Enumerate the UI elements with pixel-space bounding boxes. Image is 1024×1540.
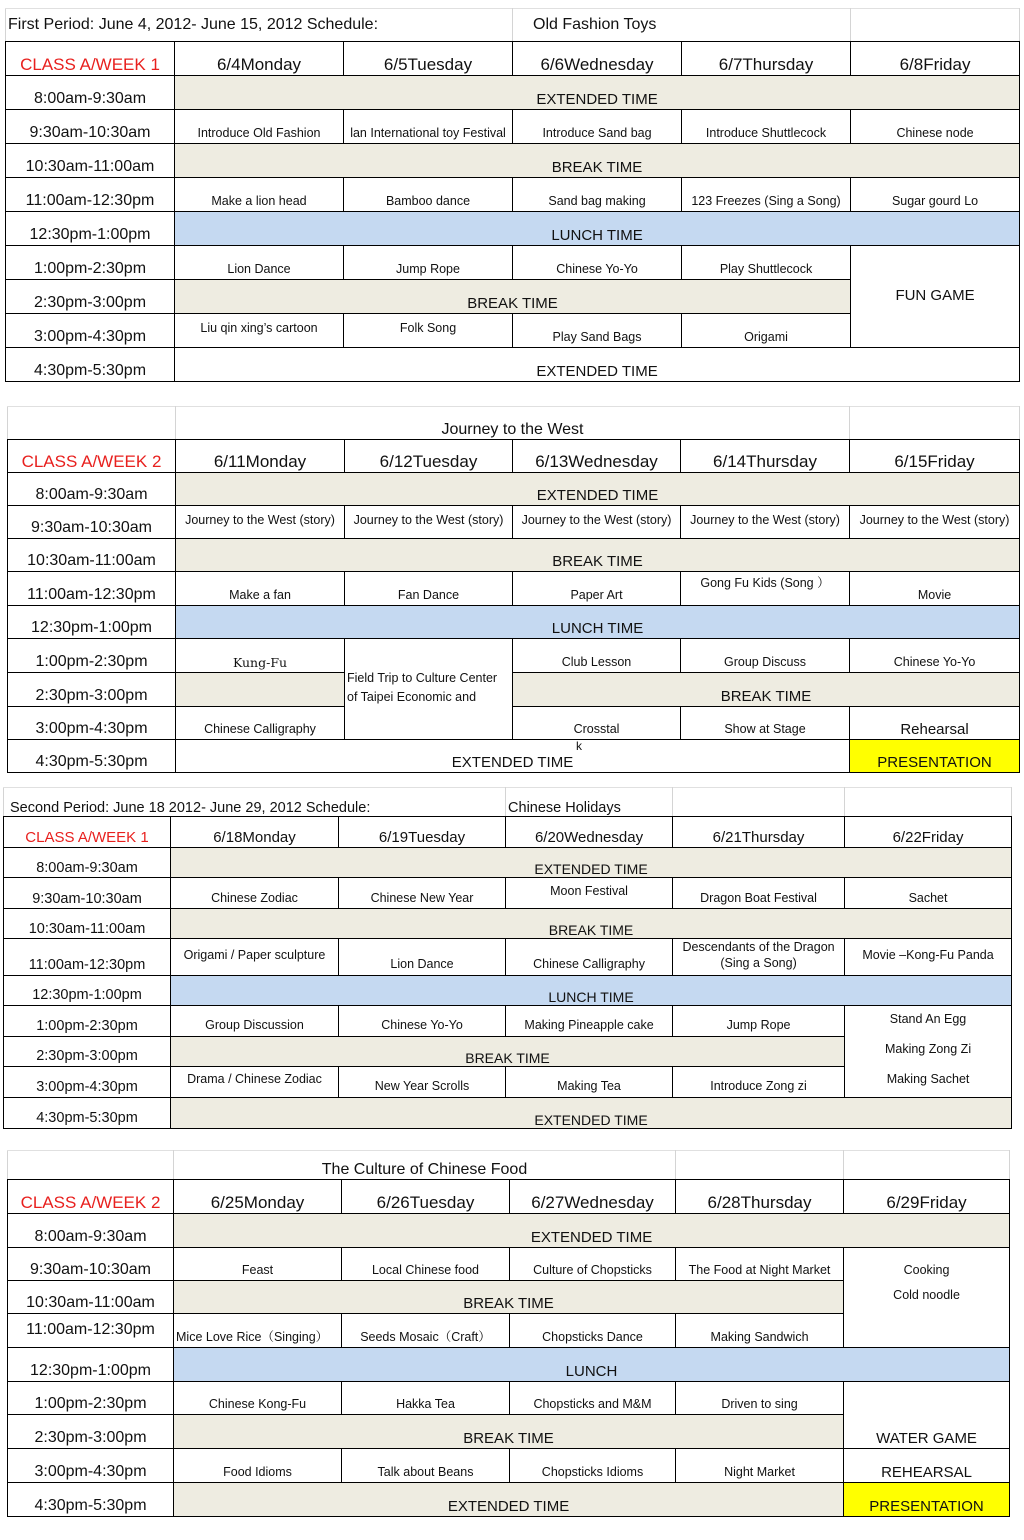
period-title: Second Period: June 18 2012- June 29, 2012 Schedule:: [4, 788, 506, 817]
activity-cell: Journey to the West (story): [681, 506, 850, 539]
header-blank: [844, 1151, 1010, 1180]
time-slot: 12:30pm-1:00pm: [4, 975, 171, 1005]
break-time-cell: BREAK TIME: [175, 280, 851, 314]
day-header: 6/11Monday: [176, 440, 345, 473]
time-slot: 10:30am-11:00am: [8, 1281, 174, 1314]
activity-cell: Feast: [174, 1248, 342, 1281]
header-blank: [8, 407, 176, 440]
activity-cell: Chopsticks and M&M: [510, 1382, 676, 1415]
schedule-table: [7, 406, 1020, 773]
activity-cell: Night Market: [676, 1449, 844, 1483]
time-slot: 2:30pm-3:00pm: [6, 280, 175, 314]
day-header: 6/14Thursday: [681, 440, 850, 473]
day-header: 6/29Friday: [844, 1180, 1010, 1214]
activity-cell-blank: [844, 1314, 1010, 1348]
time-slot: 9:30am-10:30am: [8, 1248, 174, 1281]
time-slot: 10:30am-11:00am: [4, 909, 171, 939]
water-game-cell: WATER GAME: [844, 1415, 1010, 1449]
week-label: CLASS A/WEEK 2: [8, 440, 176, 473]
activity-cell: Journey to the West (story): [176, 506, 345, 539]
activity-cell: Local Chinese food: [342, 1248, 510, 1281]
activity-cell: Chinese Yo-Yo: [513, 246, 682, 280]
break-time-cell: [176, 673, 345, 707]
activity-cell: Talk about Beans: [342, 1449, 510, 1483]
extended-time-cell: EXTENDED TIME: [175, 76, 1020, 110]
activity-cell: Club Lesson: [513, 639, 681, 673]
activity-cell: Introduce Old Fashion: [175, 110, 344, 144]
extended-time-cell: EXTENDED TIME: [171, 1097, 1012, 1128]
schedule-week1-period1: [5, 8, 1024, 382]
activity-cell: Cooking: [844, 1248, 1010, 1281]
period-title: First Period: June 4, 2012- June 15, 2012 Schedule:: [6, 9, 513, 42]
day-header: 6/15Friday: [850, 440, 1020, 473]
day-header: 6/20Wednesday: [506, 817, 673, 848]
schedule-table: [7, 1150, 1010, 1517]
time-slot: 12:30pm-1:00pm: [6, 212, 175, 246]
time-slot: 10:30am-11:00am: [6, 144, 175, 178]
time-slot: 11:00am-12:30pm: [4, 939, 171, 976]
day-header: 6/22Friday: [845, 817, 1012, 848]
rehearsal-cell: REHEARSAL: [844, 1449, 1010, 1483]
activity-cell: Gong Fu Kids (Song ）: [681, 572, 850, 606]
activity-cell: lan International toy Festival: [344, 110, 513, 144]
break-time-cell: BREAK TIME: [175, 144, 1020, 178]
activity-cell: Crosstal: [513, 707, 681, 740]
break-time-cell: BREAK TIME: [171, 1036, 845, 1066]
extended-time-cell: EXTENDED TIME: [176, 473, 1020, 506]
schedule-week2-period2: [7, 1150, 1024, 1517]
activity-cell: Chinese Zodiac: [171, 878, 339, 909]
week-label: CLASS A/WEEK 1: [4, 817, 171, 848]
time-slot: 12:30pm-1:00pm: [8, 606, 176, 639]
activity-cell: Sugar gourd Lo: [851, 178, 1020, 212]
activity-cell: Kung-Fu: [176, 639, 345, 673]
time-slot: 8:00am-9:30am: [6, 76, 175, 110]
activity-cell: Chinese Yo-Yo: [850, 639, 1020, 673]
theme-title: Journey to the West: [176, 407, 850, 440]
activity-cell: Lion Dance: [339, 939, 506, 976]
time-slot: 2:30pm-3:00pm: [8, 1415, 174, 1449]
day-header: 6/6Wednesday: [513, 42, 682, 76]
activity-cell: Chinese Calligraphy: [506, 939, 673, 976]
activity-cell: Journey to the West (story): [513, 506, 681, 539]
extended-time-label: EXTENDED TIME: [451, 754, 574, 772]
schedule-week1-period2: [3, 787, 1024, 1129]
activity-cell: Driven to sing: [676, 1382, 844, 1415]
activity-cell: Chinese Calligraphy: [176, 707, 345, 740]
header-blank: [676, 1151, 844, 1180]
week-label: CLASS A/WEEK 1: [6, 42, 175, 76]
time-slot: 10:30am-11:00am: [8, 539, 176, 572]
activity-cell: Lion Dance: [175, 246, 344, 280]
time-slot: 3:00pm-4:30pm: [8, 1449, 174, 1483]
activity-cell: Journey to the West (story): [850, 506, 1020, 539]
activity-cell: Drama / Chinese Zodiac: [171, 1066, 339, 1097]
header-blank: [845, 788, 1012, 817]
day-header: 6/19Tuesday: [339, 817, 506, 848]
break-time-cell: BREAK TIME: [513, 673, 1020, 707]
time-slot: 2:30pm-3:00pm: [4, 1036, 171, 1066]
time-slot: 2:30pm-3:00pm: [8, 673, 176, 707]
stray-letter: k: [576, 739, 582, 753]
time-slot: 11:00am-12:30pm: [8, 1314, 174, 1348]
extended-time-cell: EXTENDED TIME: [171, 848, 1012, 878]
activity-cell: Chopsticks Dance: [510, 1314, 676, 1348]
break-time-cell: BREAK TIME: [174, 1415, 844, 1449]
break-time-cell: BREAK TIME: [176, 539, 1020, 572]
activity-cell: Cold noodle: [844, 1281, 1010, 1314]
activity-cell: Introduce Sand bag: [513, 110, 682, 144]
header-blank: [851, 9, 1020, 42]
activity-cell: Making Zong Zi: [845, 1036, 1012, 1066]
header-blank: [850, 407, 1020, 440]
break-time-cell: BREAK TIME: [171, 909, 1012, 939]
presentation-cell: PRESENTATION: [844, 1483, 1010, 1517]
activity-cell: Introduce Shuttlecock: [682, 110, 851, 144]
lunch-time-cell: LUNCH TIME: [176, 606, 1020, 639]
activity-cell: Liu qin xing’s cartoon: [175, 314, 344, 348]
time-slot: 11:00am-12:30pm: [8, 572, 176, 606]
activity-cell: Chinese node: [851, 110, 1020, 144]
activity-cell: Make a fan: [176, 572, 345, 606]
activity-cell: 123 Freezes (Sing a Song): [682, 178, 851, 212]
activity-cell: Food Idioms: [174, 1449, 342, 1483]
fun-game-cell: FUN GAME: [851, 246, 1020, 348]
activity-cell: Making Pineapple cake: [506, 1005, 673, 1036]
day-header: 6/5Tuesday: [344, 42, 513, 76]
activity-cell: Play Shuttlecock: [682, 246, 851, 280]
schedule-table: [3, 787, 1012, 1129]
header-blank: [8, 1151, 174, 1180]
activity-cell: Folk Song: [344, 314, 513, 348]
activity-cell: Sachet: [845, 878, 1012, 909]
day-header: 6/26Tuesday: [342, 1180, 510, 1214]
time-slot: 4:30pm-5:30pm: [8, 740, 176, 773]
time-slot: 8:00am-9:30am: [4, 848, 171, 878]
time-slot: 12:30pm-1:00pm: [8, 1348, 174, 1382]
time-slot: 11:00am-12:30pm: [6, 178, 175, 212]
break-time-cell: BREAK TIME: [174, 1281, 844, 1314]
time-slot: 1:00pm-2:30pm: [4, 1005, 171, 1036]
activity-cell: Group Discuss: [681, 639, 850, 673]
activity-cell: Jump Rope: [344, 246, 513, 280]
time-slot: 9:30am-10:30am: [4, 878, 171, 909]
theme-title: Chinese Holidays: [506, 788, 673, 817]
activity-cell: The Food at Night Market: [676, 1248, 844, 1281]
extended-time-cell: [176, 740, 850, 773]
day-header: 6/8Friday: [851, 42, 1020, 76]
activity-cell: Show at Stage: [681, 707, 850, 740]
activity-cell: Origami / Paper sculpture: [171, 939, 339, 976]
time-slot: 3:00pm-4:30pm: [8, 707, 176, 740]
day-header: 6/27Wednesday: [510, 1180, 676, 1214]
extended-time-cell: EXTENDED TIME: [174, 1214, 1010, 1248]
activity-cell: Making Sandwich: [676, 1314, 844, 1348]
time-slot: 1:00pm-2:30pm: [8, 1382, 174, 1415]
day-header: 6/12Tuesday: [345, 440, 513, 473]
schedule-table: [5, 8, 1020, 382]
day-header: 6/13Wednesday: [513, 440, 681, 473]
time-slot: 9:30am-10:30am: [6, 110, 175, 144]
time-slot: 1:00pm-2:30pm: [6, 246, 175, 280]
activity-cell: Moon Festival: [506, 878, 673, 909]
activity-cell: Fan Dance: [345, 572, 513, 606]
field-trip-cell: Field Trip to Culture Center of Taipei Economic and: [345, 639, 513, 740]
time-slot: 3:00pm-4:30pm: [6, 314, 175, 348]
day-header: 6/21Thursday: [673, 817, 845, 848]
activity-cell: Culture of Chopsticks: [510, 1248, 676, 1281]
activity-cell: Play Sand Bags: [513, 314, 682, 348]
time-slot: 1:00pm-2:30pm: [8, 639, 176, 673]
presentation-cell: PRESENTATION: [850, 740, 1020, 773]
activity-cell: Bamboo dance: [344, 178, 513, 212]
day-header: 6/25Monday: [174, 1180, 342, 1214]
activity-cell: Movie: [850, 572, 1020, 606]
day-header: 6/28Thursday: [676, 1180, 844, 1214]
day-header: 6/7Thursday: [682, 42, 851, 76]
activity-cell: Dragon Boat Festival: [673, 878, 845, 909]
activity-cell: Chinese Yo-Yo: [339, 1005, 506, 1036]
extended-time-cell: EXTENDED TIME: [175, 348, 1020, 382]
header-blank: [673, 788, 845, 817]
week-label: CLASS A/WEEK 2: [8, 1180, 174, 1214]
activity-cell: Descendants of the Dragon (Sing a Song): [673, 939, 845, 976]
activity-cell: Making Tea: [506, 1066, 673, 1097]
schedule-week2-period1: [7, 406, 1024, 773]
lunch-time-cell: LUNCH TIME: [171, 975, 1012, 1005]
extended-time-cell: EXTENDED TIME: [174, 1483, 844, 1517]
time-slot: 4:30pm-5:30pm: [4, 1097, 171, 1128]
activity-cell: Making Sachet: [845, 1066, 1012, 1097]
activity-cell: Origami: [682, 314, 851, 348]
activity-cell: Hakka Tea: [342, 1382, 510, 1415]
theme-title: The Culture of Chinese Food: [174, 1151, 676, 1180]
activity-cell: Sand bag making: [513, 178, 682, 212]
day-header: 6/4Monday: [175, 42, 344, 76]
theme-title: Old Fashion Toys: [513, 9, 851, 42]
time-slot: 4:30pm-5:30pm: [8, 1483, 174, 1517]
lunch-time-cell: LUNCH TIME: [175, 212, 1020, 246]
activity-cell: Stand An Egg: [845, 1005, 1012, 1036]
activity-cell: Paper Art: [513, 572, 681, 606]
time-slot: 3:00pm-4:30pm: [4, 1066, 171, 1097]
activity-cell: Introduce Zong zi: [673, 1066, 845, 1097]
activity-cell: Chinese New Year: [339, 878, 506, 909]
activity-cell: Mice Love Rice（Singing）: [174, 1314, 342, 1348]
activity-cell: Group Discussion: [171, 1005, 339, 1036]
activity-cell: Chopsticks Idioms: [510, 1449, 676, 1483]
activity-cell: Jump Rope: [673, 1005, 845, 1036]
activity-cell: Movie –Kong-Fu Panda: [845, 939, 1012, 976]
activity-cell-blank: [844, 1382, 1010, 1415]
time-slot: 4:30pm-5:30pm: [6, 348, 175, 382]
lunch-time-cell: LUNCH: [174, 1348, 1010, 1382]
activity-cell: Journey to the West (story): [345, 506, 513, 539]
activity-cell: New Year Scrolls: [339, 1066, 506, 1097]
time-slot: 9:30am-10:30am: [8, 506, 176, 539]
activity-cell: Seeds Mosaic（Craft）: [342, 1314, 510, 1348]
activity-cell: Chinese Kong-Fu: [174, 1382, 342, 1415]
activity-cell: Make a lion head: [175, 178, 344, 212]
day-header: 6/18Monday: [171, 817, 339, 848]
rehearsal-cell: Rehearsal: [850, 707, 1020, 740]
time-slot: 8:00am-9:30am: [8, 1214, 174, 1248]
time-slot: 8:00am-9:30am: [8, 473, 176, 506]
